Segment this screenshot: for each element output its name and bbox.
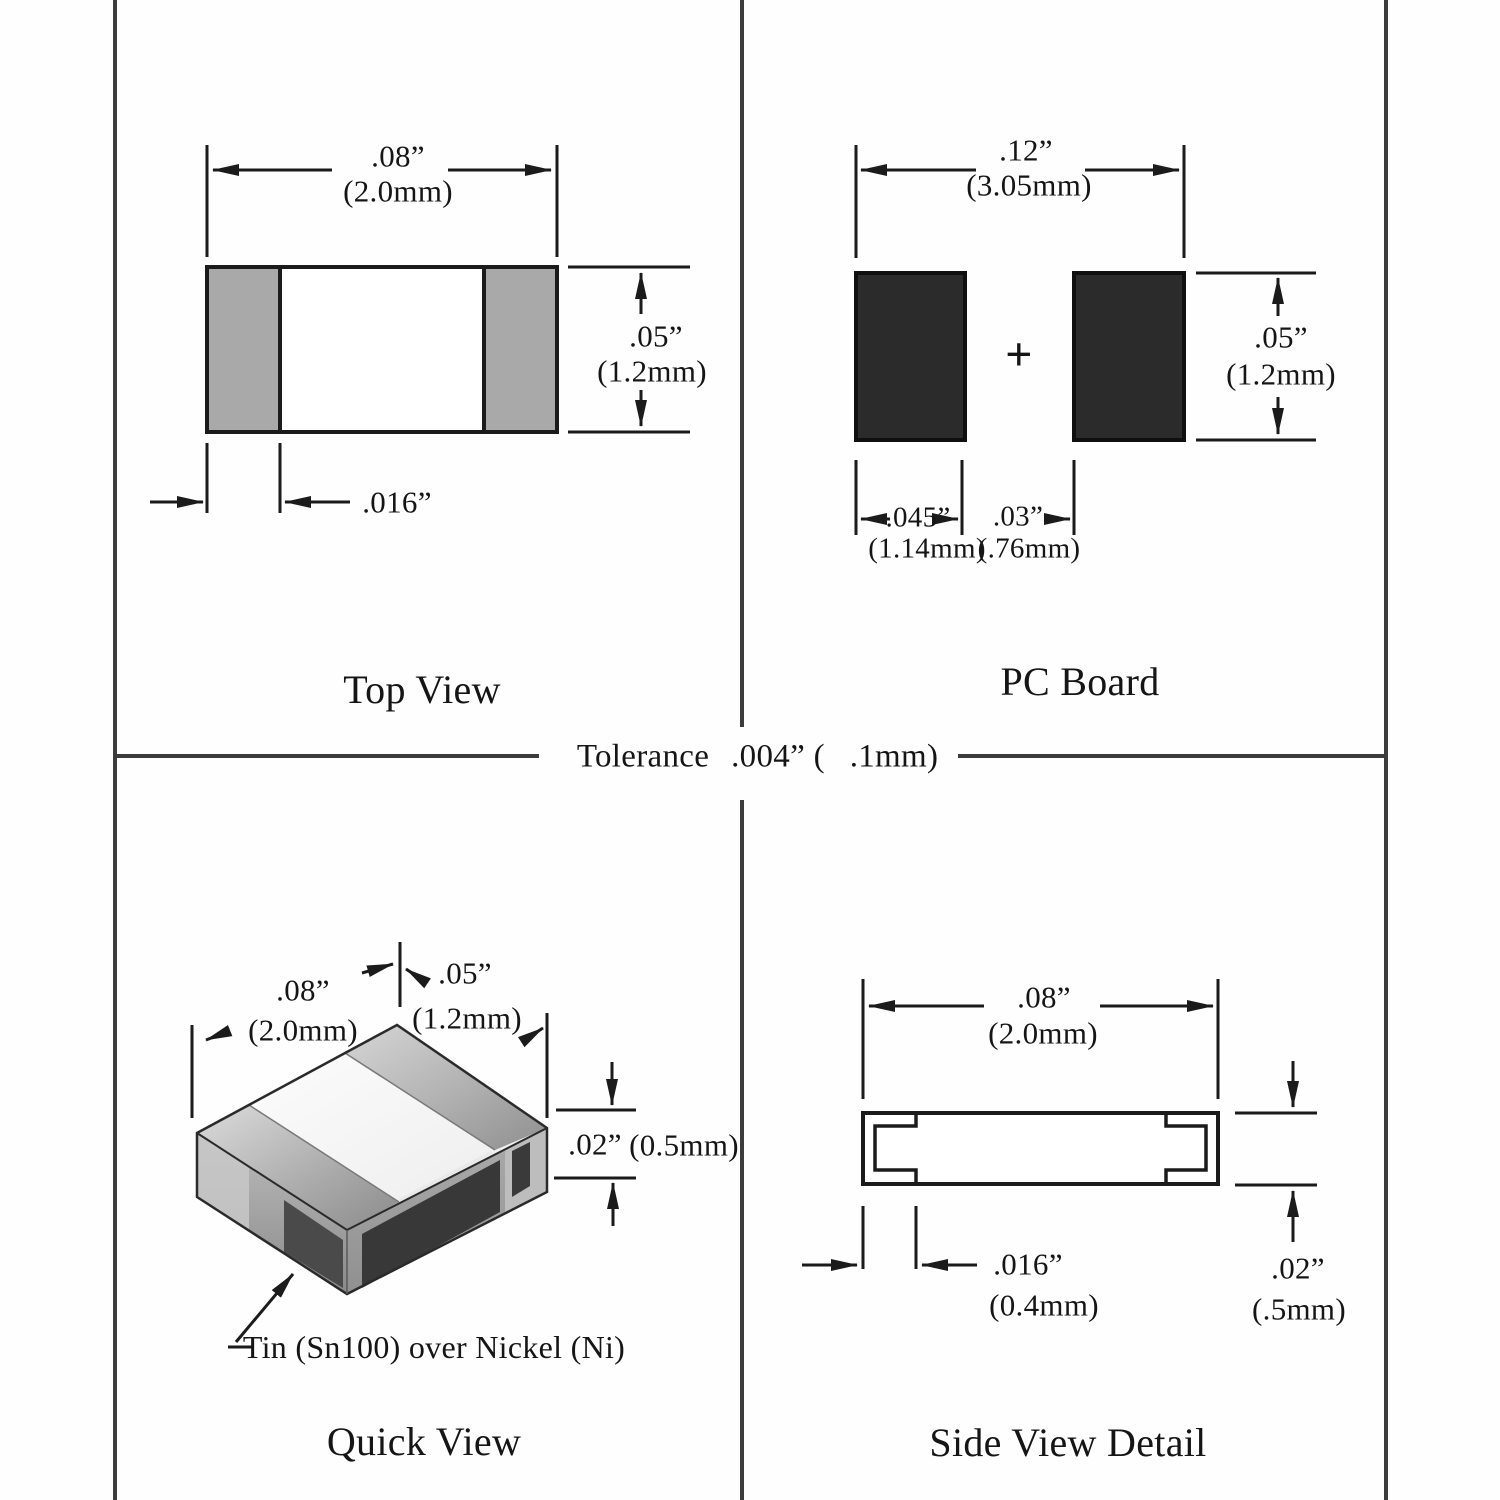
tolerance-inches-value: .004” ( (731, 738, 825, 775)
pcboard-gap-mm: (.76mm) (977, 532, 1081, 565)
left-solder-pad (856, 273, 965, 440)
pcboard-overall-inches: .12” (999, 132, 1053, 168)
topview-height-mm: (1.2mm) (597, 353, 707, 389)
sideview-terminal-mm: (0.4mm) (989, 1287, 1099, 1323)
pcboard-height-mm: (1.2mm) (1226, 356, 1336, 392)
topview-terminal-inches: .016” (362, 484, 432, 520)
topview-height-inches: .05” (629, 318, 683, 354)
left-terminal-cap (207, 267, 280, 432)
quickview-title: Quick View (326, 1419, 522, 1464)
pcboard-pad-inches: .045” (885, 501, 951, 534)
pcboard-gap-inches: .03” (992, 500, 1044, 533)
quickview-thickness-mm: (0.5mm) (629, 1127, 739, 1163)
sideview-width-mm: (2.0mm) (988, 1015, 1098, 1051)
plating-callout-label: Tin (Sn100) over Nickel (Ni) (242, 1329, 626, 1365)
tolerance-label: Tolerance (576, 738, 710, 775)
pcboard-center-mark: + (1005, 328, 1033, 381)
quickview-width-mm: (1.2mm) (412, 1000, 522, 1036)
topview-title: Top View (343, 667, 501, 712)
pcboard-height-inches: .05” (1254, 319, 1308, 355)
right-solder-pad (1074, 273, 1184, 440)
sideview-width-inches: .08” (1017, 979, 1071, 1015)
sideview-terminal-inches: .016” (993, 1246, 1063, 1282)
quickview-width-inches: .05” (438, 955, 492, 991)
tolerance-mm-value: .1mm) (849, 738, 939, 775)
sideview-thickness-inches: .02” (1271, 1250, 1325, 1286)
right-terminal-cap (484, 267, 557, 432)
pcboard-pad-mm: (1.14mm) (868, 532, 986, 565)
topview-width-mm: (2.0mm) (343, 173, 453, 209)
pc-board-drawing (856, 145, 1316, 535)
pcboard-title: PC Board (1000, 659, 1160, 704)
sideview-title: Side View Detail (929, 1420, 1207, 1465)
sideview-thickness-mm: (.5mm) (1252, 1291, 1346, 1327)
pcboard-overall-mm: (3.05mm) (966, 167, 1092, 203)
quickview-length-inches: .08” (276, 972, 330, 1008)
quickview-thickness-inches: .02” (568, 1126, 622, 1162)
quickview-length-mm: (2.0mm) (248, 1012, 358, 1048)
topview-width-inches: .08” (371, 138, 425, 174)
